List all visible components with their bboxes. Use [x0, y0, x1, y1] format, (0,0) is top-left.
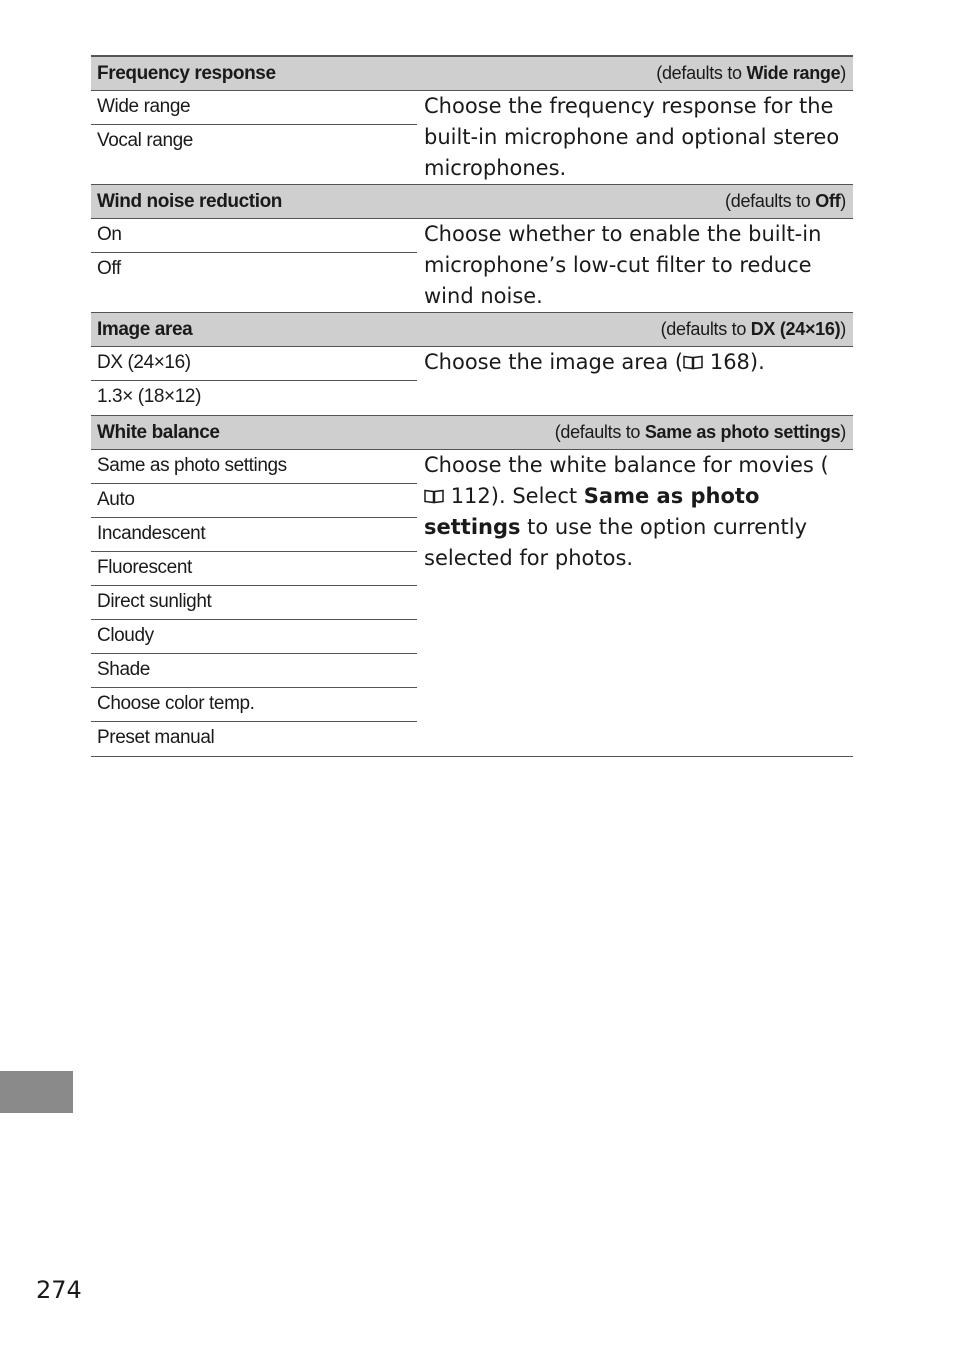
option-item: Off: [97, 258, 121, 279]
section-title: Wind noise reduction: [97, 190, 282, 212]
option-item: Choose color temp.: [91, 688, 417, 722]
option-list: [91, 347, 417, 415]
option-item: Direct sunlight: [91, 586, 417, 620]
section-description: Choose the image area ( 168).: [424, 350, 765, 374]
section-description: Choose the white balance for movies ( 112). Select Same as photo settings to use the option currently selected for photos.: [424, 453, 829, 570]
option-item: Auto: [91, 484, 417, 518]
option-list: [91, 450, 417, 756]
section-header-frequency-response: [91, 57, 853, 91]
section-body-frequency-response: [91, 91, 853, 185]
option-item: DX (24×16): [91, 347, 417, 381]
section-title: White balance: [97, 421, 220, 443]
section-defaults: (defaults to Wide range): [656, 63, 846, 83]
option-item: Cloudy: [91, 620, 417, 654]
option-list: [91, 91, 417, 184]
option-item: On: [91, 219, 417, 253]
option-item: Vocal range: [97, 130, 193, 151]
option-item: Incandescent: [91, 518, 417, 552]
section-body-white-balance: [91, 450, 853, 757]
section-description: Choose whether to enable the built-in microphone’s low-cut filter to reduce wind noise.: [424, 222, 822, 308]
section-description: Choose the frequency response for the built-in microphone and optional stereo microphones.: [424, 94, 840, 180]
page-reference[interactable]: 112: [450, 484, 491, 508]
option-item: Preset manual: [97, 727, 215, 748]
book-icon: [683, 354, 703, 370]
section-header-wind-noise-reduction: [91, 185, 853, 219]
chapter-tab: [0, 1071, 73, 1113]
option-list: [91, 219, 417, 312]
option-item: Shade: [91, 654, 417, 688]
section-defaults: (defaults to Same as photo settings): [554, 422, 846, 442]
option-item: Fluorescent: [91, 552, 417, 586]
section-defaults: (defaults to DX (24×16)): [660, 319, 846, 339]
page-number: 274: [36, 1276, 82, 1304]
section-title: Frequency response: [97, 62, 276, 84]
book-icon: [424, 488, 444, 504]
settings-table: [91, 55, 853, 757]
section-title: Image area: [97, 318, 193, 340]
section-body-image-area: [91, 347, 853, 416]
option-item: Wide range: [91, 91, 417, 125]
section-body-wind-noise-reduction: [91, 219, 853, 313]
section-defaults: (defaults to Off): [725, 191, 846, 211]
page-reference[interactable]: 168: [709, 350, 750, 374]
section-header-white-balance: [91, 416, 853, 450]
option-item: Same as photo settings: [91, 450, 417, 484]
option-item: 1.3× (18×12): [97, 386, 202, 407]
section-header-image-area: [91, 313, 853, 347]
